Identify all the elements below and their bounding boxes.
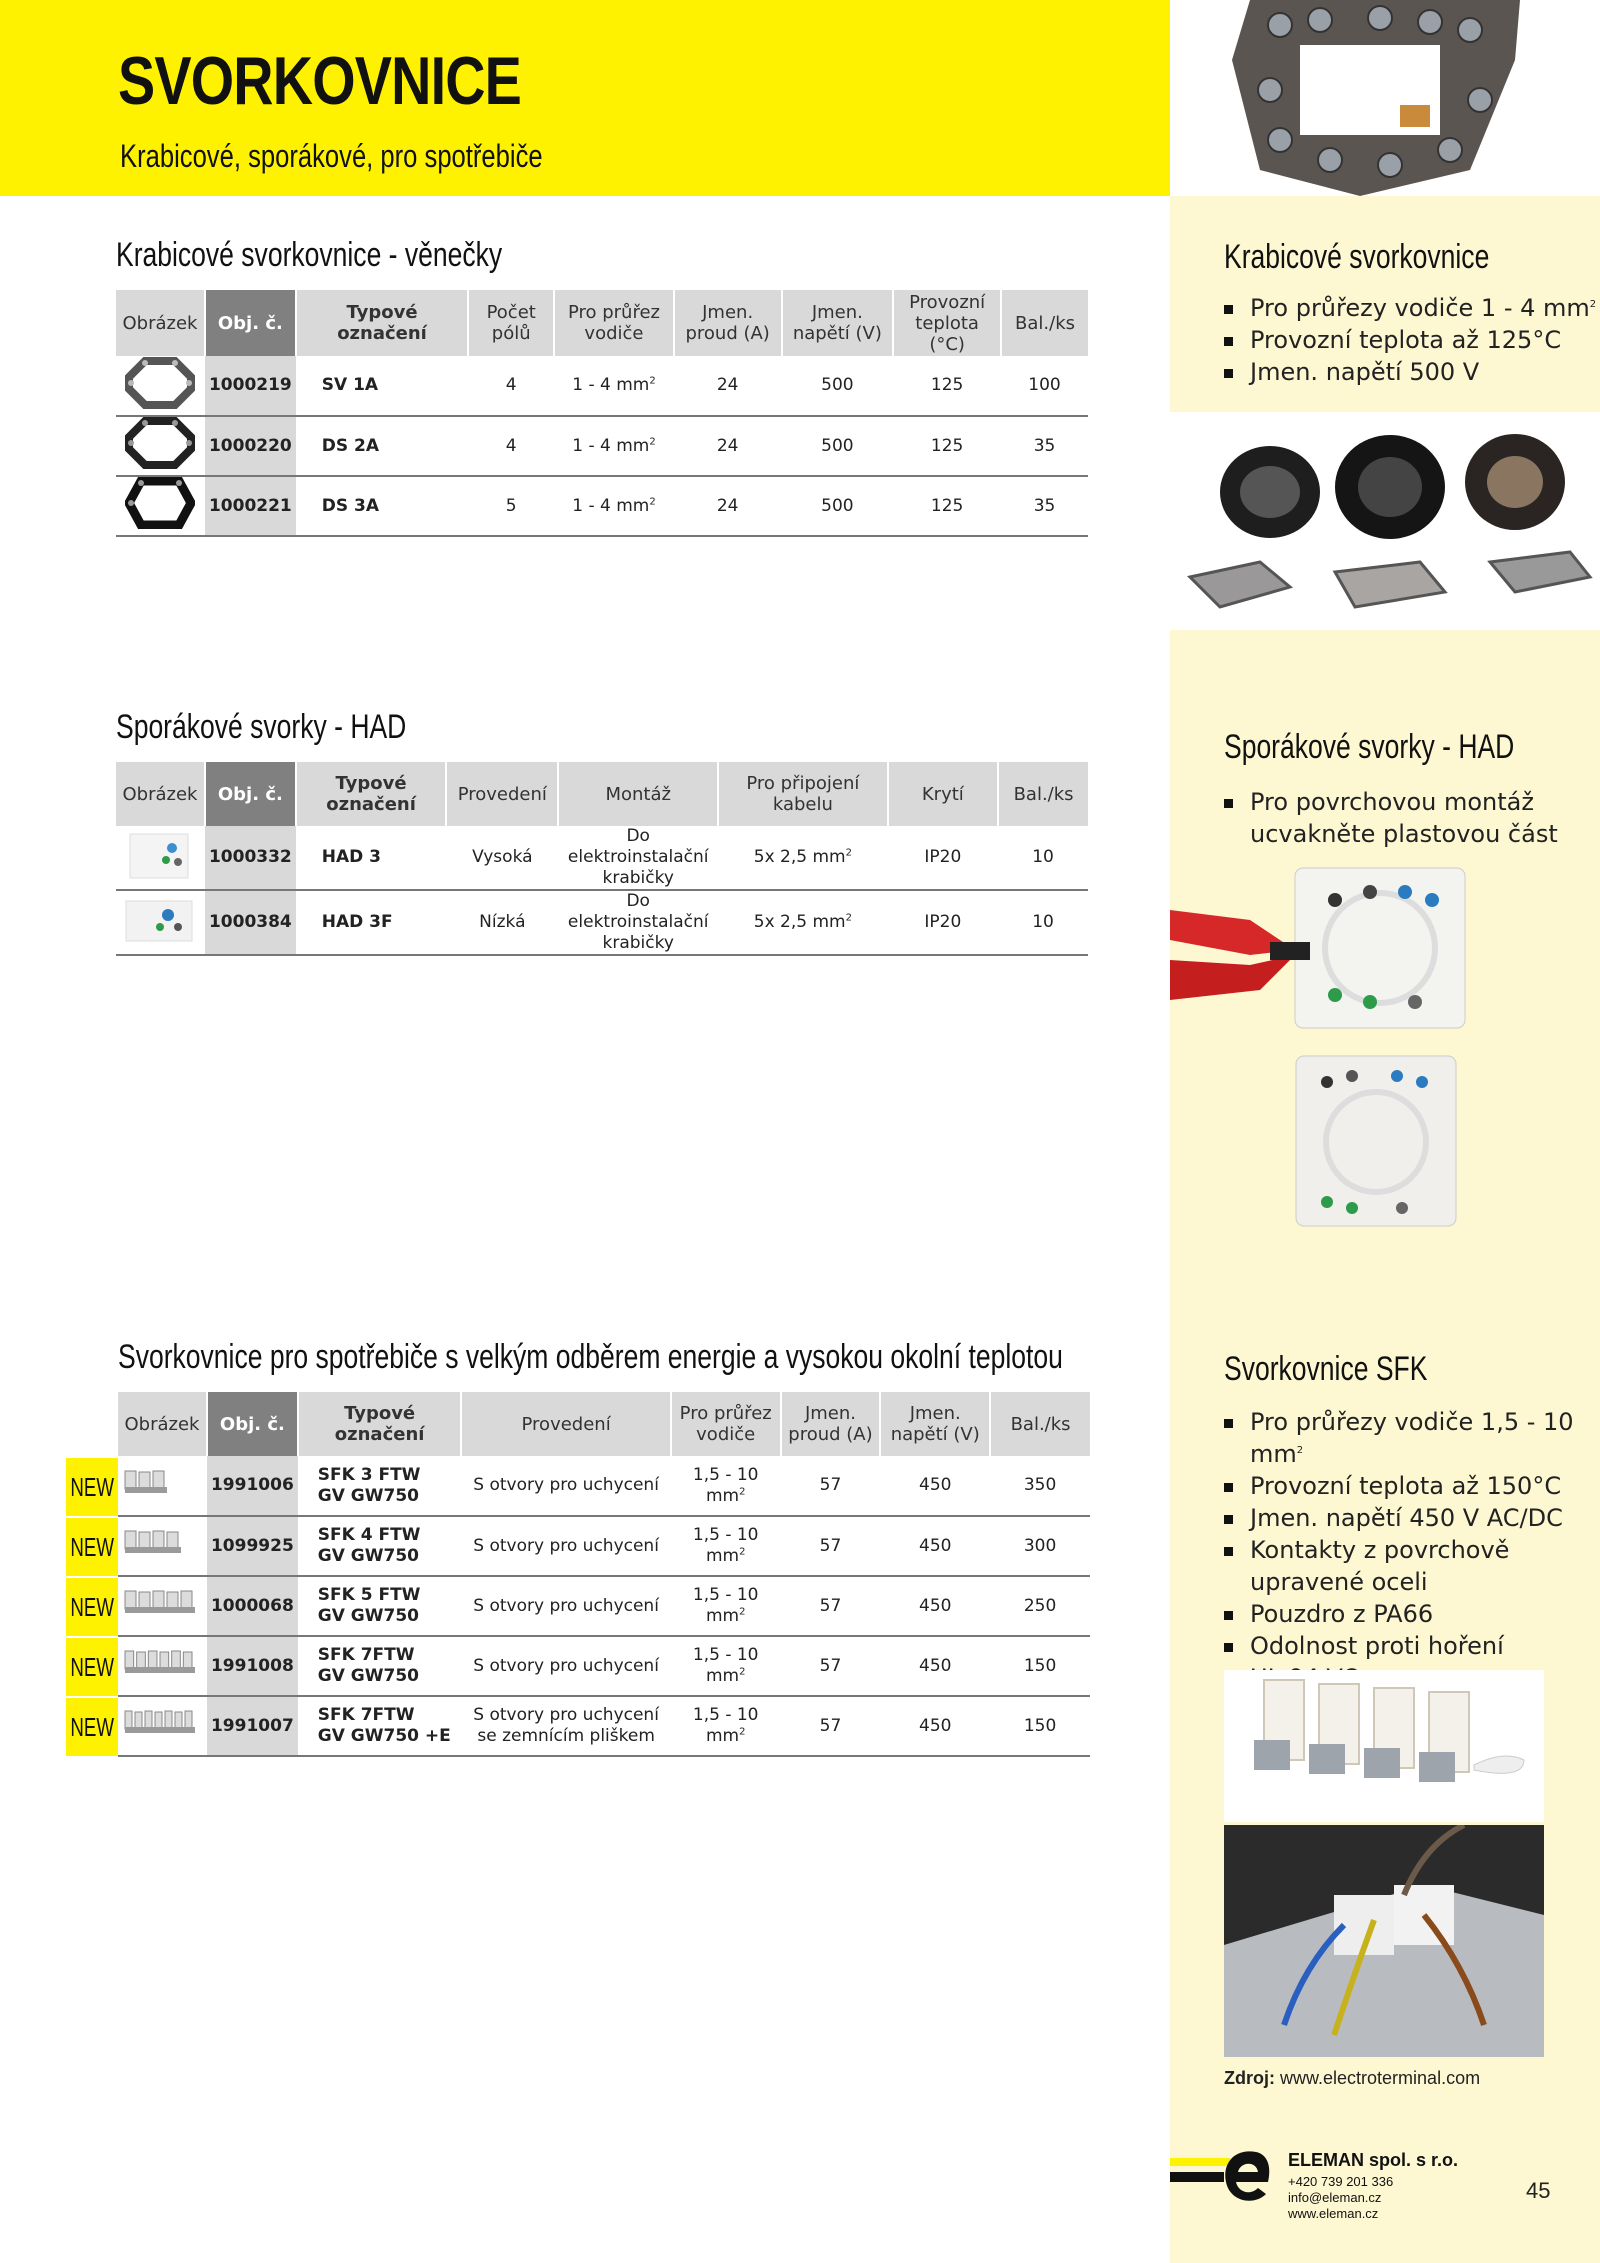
product-thumbnail <box>118 1576 207 1636</box>
col-header-type: Typové označení <box>296 290 469 356</box>
cell-package: 300 <box>990 1516 1090 1576</box>
cell-temperature: 125 <box>893 476 1001 536</box>
cell-type: SV 1A <box>296 356 469 416</box>
cell-cross-section: 1 - 4 $mm^2$ <box>554 476 674 536</box>
side2-bullets <box>1220 786 1558 850</box>
source-url: www.electroterminal.com <box>1280 2068 1481 2088</box>
bullet-item: Pro průřezy vodiče 1,5 - 10 $mm^2$ <box>1220 1406 1600 1470</box>
cell-cross-section: 1,5 - 10 $mm^2$ <box>671 1456 781 1516</box>
cell-current: 57 <box>781 1456 881 1516</box>
side1-bullets <box>1220 292 1596 388</box>
col-header-current: Jmen. proud (A) <box>781 1392 881 1456</box>
cell-current: 24 <box>674 356 782 416</box>
col-header-cross-section: Pro průřez vodiče <box>671 1392 781 1456</box>
bullet-item: Jmen. napětí 450 V AC/DC <box>1220 1502 1600 1534</box>
cell-package: 10 <box>998 826 1088 890</box>
product-thumbnail <box>118 1696 207 1756</box>
col-header-mounting: Montáž <box>558 762 718 826</box>
cell-cross-section: 1,5 - 10 $mm^2$ <box>671 1696 781 1756</box>
table-header-row <box>116 290 1088 356</box>
side3-bullets <box>1220 1406 1600 1694</box>
cell-version: S otvory pro uchycení se zemnícím pliškem <box>461 1696 670 1756</box>
col-header-image: Obrázek <box>118 1392 207 1456</box>
cell-obj: 1000332 <box>205 826 296 890</box>
cell-type: HAD 3 <box>296 826 447 890</box>
table-row <box>116 416 1088 476</box>
cell-type: SFK 4 FTW GV GW750 <box>298 1516 462 1576</box>
bullet-item: Pouzdro z PA66 <box>1220 1598 1600 1630</box>
table-ring-terminals <box>116 290 1088 537</box>
cell-obj: 1000220 <box>205 416 296 476</box>
cell-voltage: 500 <box>782 416 894 476</box>
cell-type: DS 3A <box>296 476 469 536</box>
cell-version: Vysoká <box>446 826 558 890</box>
cell-type: SFK 5 FTW GV GW750 <box>298 1576 462 1636</box>
cell-package: 35 <box>1001 416 1088 476</box>
product-photo-had-terminal <box>1292 1052 1460 1230</box>
cell-obj: 1000068 <box>207 1576 298 1636</box>
bullet-item: ucvakněte plastovou část <box>1250 820 1558 848</box>
cell-type: SFK 7FTW GV GW750 +E <box>298 1696 462 1756</box>
cell-mounting: Do elektroinstalační krabičky <box>558 826 718 890</box>
source-label: Zdroj: <box>1224 2068 1275 2088</box>
side2-title: Sporákové svorky - HAD <box>1224 728 1515 766</box>
new-badge: NEW <box>66 1518 118 1576</box>
product-photo-ring-terminals-group <box>1170 412 1600 630</box>
cell-protection: IP20 <box>888 890 999 955</box>
col-header-package: Bal./ks <box>990 1392 1090 1456</box>
cell-obj: 1991008 <box>207 1636 298 1696</box>
cell-cross-section: 1 - 4 $mm^2$ <box>554 356 674 416</box>
cell-current: 57 <box>781 1516 881 1576</box>
cell-package: 10 <box>998 890 1088 955</box>
col-header-type: Typové označení <box>296 762 447 826</box>
cell-package: 150 <box>990 1696 1090 1756</box>
cell-package: 250 <box>990 1576 1090 1636</box>
cell-cable: 5x 2,5 $mm^2$ <box>718 826 887 890</box>
cell-poles: 4 <box>468 416 554 476</box>
col-header-voltage: Jmen. napětí (V) <box>782 290 894 356</box>
section2-title: Sporákové svorky - HAD <box>116 708 407 746</box>
new-badge: NEW <box>66 1698 118 1756</box>
cell-mounting: Do elektroinstalační krabičky <box>558 890 718 955</box>
table-row <box>118 1636 1090 1696</box>
bullet-item: Odolnost proti hoření <box>1220 1630 1510 1694</box>
cell-voltage: 500 <box>782 356 894 416</box>
col-header-voltage: Jmen. napětí (V) <box>880 1392 990 1456</box>
product-photo-sfk-installed <box>1224 1825 1544 2057</box>
cell-poles: 4 <box>468 356 554 416</box>
cell-cross-section: 1,5 - 10 $mm^2$ <box>671 1576 781 1636</box>
photo-source <box>1224 2068 1480 2089</box>
bullet-item: Provozní teplota až 125°C <box>1220 324 1596 356</box>
col-header-obj: Obj. č. <box>205 290 296 356</box>
product-thumbnail <box>118 1456 207 1516</box>
table-header-row <box>116 762 1088 826</box>
bullet-item: Kontakty z povrchově upravené oceli <box>1220 1534 1510 1598</box>
page-header <box>0 0 1170 196</box>
table-row <box>116 890 1088 955</box>
cell-type: SFK 7FTW GV GW750 <box>298 1636 462 1696</box>
cell-obj: 1000221 <box>205 476 296 536</box>
table-had-terminals <box>116 762 1088 956</box>
cell-obj: 1991006 <box>207 1456 298 1516</box>
section3-title: Svorkovnice pro spotřebiče s velkým odběrem energie a vysokou okolní teplotou <box>118 1338 1063 1376</box>
col-header-obj: Obj. č. <box>205 762 296 826</box>
side3-title: Svorkovnice SFK <box>1224 1350 1428 1388</box>
bullet-item: Pro povrchovou montáž <box>1220 786 1558 818</box>
cell-voltage: 450 <box>880 1516 990 1576</box>
cell-obj: 1991007 <box>207 1696 298 1756</box>
cell-version: S otvory pro uchycení <box>461 1576 670 1636</box>
table-row <box>116 476 1088 536</box>
table-row <box>118 1576 1090 1636</box>
page-subtitle: Krabicové, sporákové, pro spotřebiče <box>120 138 543 174</box>
cell-obj: 1099925 <box>207 1516 298 1576</box>
col-header-obj: Obj. č. <box>207 1392 298 1456</box>
bullet-item: Pro průřezy vodiče 1 - 4 $mm^2$ <box>1220 292 1596 324</box>
product-thumbnail <box>116 416 205 476</box>
col-header-package: Bal./ks <box>1001 290 1088 356</box>
footer-phone: +420 739 201 336 <box>1288 2174 1394 2189</box>
table-sfk-terminals <box>118 1392 1090 1757</box>
col-header-cross-section: Pro průřez vodiče <box>554 290 674 356</box>
table-row <box>116 826 1088 890</box>
cell-cross-section: 1,5 - 10 $mm^2$ <box>671 1636 781 1696</box>
product-thumbnail <box>118 1636 207 1696</box>
cell-version: S otvory pro uchycení <box>461 1636 670 1696</box>
cell-voltage: 450 <box>880 1696 990 1756</box>
table-row <box>118 1696 1090 1756</box>
cell-voltage: 450 <box>880 1456 990 1516</box>
page-title: SVORKOVNICE <box>118 43 522 119</box>
cell-type: SFK 3 FTW GV GW750 <box>298 1456 462 1516</box>
cell-current: 24 <box>674 476 782 536</box>
product-thumbnail <box>118 1516 207 1576</box>
col-header-cable: Pro připojení kabelu <box>718 762 887 826</box>
cell-protection: IP20 <box>888 826 999 890</box>
product-thumbnail <box>116 890 205 955</box>
cell-version: S otvory pro uchycení <box>461 1516 670 1576</box>
new-badge: NEW <box>66 1458 118 1516</box>
cell-poles: 5 <box>468 476 554 536</box>
cell-cross-section: 1,5 - 10 $mm^2$ <box>671 1516 781 1576</box>
cell-temperature: 125 <box>893 356 1001 416</box>
product-photo-had-with-pliers <box>1170 860 1470 1035</box>
page-number: 45 <box>1526 2178 1551 2203</box>
cell-obj: 1000384 <box>205 890 296 955</box>
cell-voltage: 450 <box>880 1636 990 1696</box>
product-photo-ring-terminal <box>1170 0 1600 196</box>
footer-email: info@eleman.cz <box>1288 2190 1382 2205</box>
cell-package: 150 <box>990 1636 1090 1696</box>
col-header-package: Bal./ks <box>998 762 1088 826</box>
col-header-poles: Počet pólů <box>468 290 554 356</box>
table-row <box>118 1516 1090 1576</box>
col-header-temperature: Provozní teplota (°C) <box>893 290 1001 356</box>
col-header-version: Provedení <box>461 1392 670 1456</box>
company-logo <box>1170 2142 1282 2212</box>
col-header-type: Typové označení <box>298 1392 462 1456</box>
cell-package: 350 <box>990 1456 1090 1516</box>
section1-title: Krabicové svorkovnice - věnečky <box>116 236 503 274</box>
side1-title: Krabicové svorkovnice <box>1224 238 1490 276</box>
table-row <box>118 1456 1090 1516</box>
cell-version: S otvory pro uchycení <box>461 1456 670 1516</box>
footer-company: ELEMAN spol. s r.o. <box>1288 2150 1459 2170</box>
col-header-image: Obrázek <box>116 290 205 356</box>
cell-type: HAD 3F <box>296 890 447 955</box>
cell-current: 57 <box>781 1696 881 1756</box>
bullet-item: Provozní teplota až 150°C <box>1220 1470 1600 1502</box>
product-thumbnail <box>116 356 205 416</box>
cell-current: 57 <box>781 1576 881 1636</box>
new-badge: NEW <box>66 1578 118 1636</box>
cell-type: DS 2A <box>296 416 469 476</box>
cell-current: 57 <box>781 1636 881 1696</box>
cell-package: 35 <box>1001 476 1088 536</box>
new-badge: NEW <box>66 1638 118 1696</box>
cell-package: 100 <box>1001 356 1088 416</box>
cell-cable: 5x 2,5 $mm^2$ <box>718 890 887 955</box>
table-row <box>116 356 1088 416</box>
col-header-version: Provedení <box>446 762 558 826</box>
product-thumbnail <box>116 476 205 536</box>
cell-temperature: 125 <box>893 416 1001 476</box>
cell-obj: 1000219 <box>205 356 296 416</box>
product-thumbnail <box>116 826 205 890</box>
bullet-item: Jmen. napětí 500 V <box>1220 356 1596 388</box>
col-header-protection: Krytí <box>888 762 999 826</box>
cell-version: Nízká <box>446 890 558 955</box>
footer-contact <box>1288 2174 1393 2222</box>
col-header-image: Obrázek <box>116 762 205 826</box>
cell-cross-section: 1 - 4 $mm^2$ <box>554 416 674 476</box>
product-photo-sfk <box>1224 1670 1544 1822</box>
cell-voltage: 500 <box>782 476 894 536</box>
cell-current: 24 <box>674 416 782 476</box>
cell-voltage: 450 <box>880 1576 990 1636</box>
footer-web: www.eleman.cz <box>1288 2206 1379 2221</box>
col-header-current: Jmen. proud (A) <box>674 290 782 356</box>
table-header-row <box>118 1392 1090 1456</box>
